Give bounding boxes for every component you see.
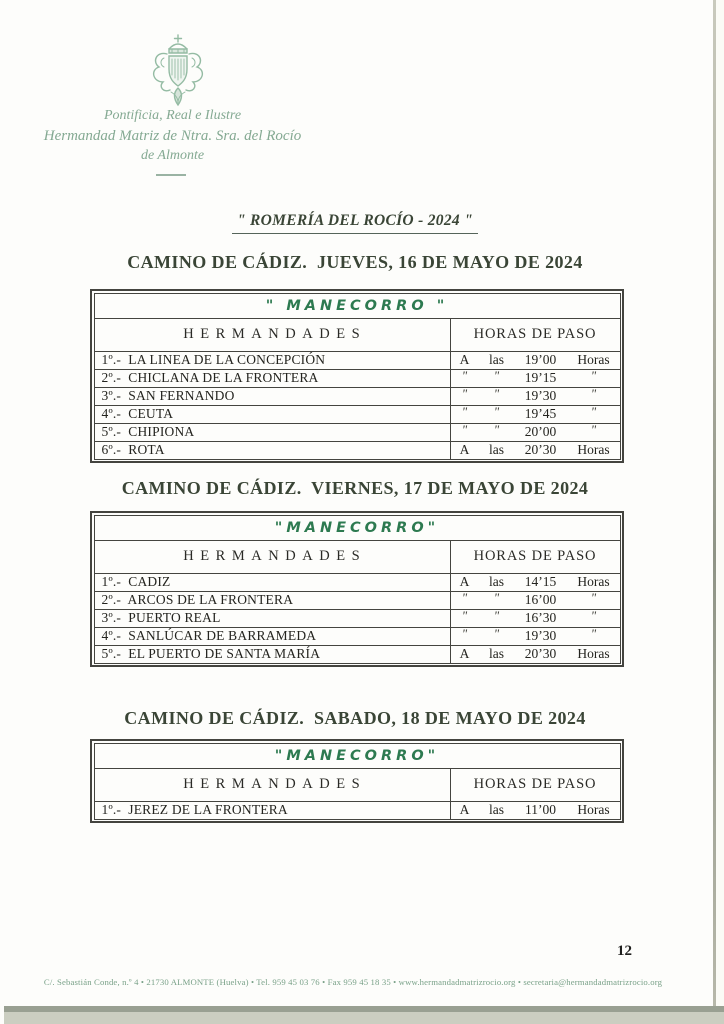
scan-right-margin xyxy=(716,0,724,1010)
table-title-manecorro: " MANECORRO " xyxy=(94,293,620,318)
pass-word-a: " xyxy=(461,609,468,623)
document-title: " ROMERÍA DEL ROCÍO - 2024 " xyxy=(232,212,478,234)
hermandad-name: 3º.- SAN FERNANDO xyxy=(94,387,450,405)
pass-word-horas: Horas xyxy=(577,574,610,589)
table-row xyxy=(94,573,620,591)
hermandad-name: 3º.- PUERTO REAL xyxy=(94,609,450,627)
pass-time-value: 20’30 xyxy=(524,646,557,661)
schedule-table-grid xyxy=(94,515,621,664)
pass-time xyxy=(450,369,620,387)
pass-time-value: 19’15 xyxy=(524,370,557,385)
section-heading: CAMINO DE CÁDIZ. SABADO, 18 DE MAYO DE 2024 xyxy=(124,708,586,728)
pass-time-value: 20’30 xyxy=(524,442,557,457)
schedule-table-grid xyxy=(94,293,621,460)
pass-word-horas: Horas xyxy=(577,802,610,817)
pass-time xyxy=(450,405,620,423)
table-row xyxy=(94,369,620,387)
pass-word-horas: " xyxy=(590,387,597,401)
column-header-hermandades: HERMANDADES xyxy=(94,768,450,801)
pass-word-a: " xyxy=(461,627,468,641)
pass-time xyxy=(450,423,620,441)
pass-word-horas: " xyxy=(590,609,597,623)
pass-word-las: " xyxy=(493,387,500,401)
pass-time xyxy=(450,591,620,609)
pass-word-a: " xyxy=(461,591,468,605)
column-header-horas-de-paso: HORAS DE PASO xyxy=(450,768,620,801)
table-title-row xyxy=(94,293,620,318)
table-row xyxy=(94,387,620,405)
pass-time-value: 19’30 xyxy=(524,388,557,403)
letterhead-line-2: Hermandad Matriz de Ntra. Sra. del Rocío xyxy=(43,128,302,144)
pass-word-horas: " xyxy=(590,591,597,605)
hermandad-name: 4º.- SANLÚCAR DE BARRAMEDA xyxy=(94,627,450,645)
document-title-wrap xyxy=(0,212,710,234)
pass-word-las: las xyxy=(489,352,504,367)
column-header-row xyxy=(94,768,620,801)
pass-time xyxy=(450,387,620,405)
column-header-row xyxy=(94,540,620,573)
pass-word-a: " xyxy=(461,423,468,437)
pass-word-a: A xyxy=(459,802,470,817)
section-heading: CAMINO DE CÁDIZ. VIERNES, 17 DE MAYO DE 2024 xyxy=(121,478,589,498)
table-row xyxy=(94,645,620,663)
pass-word-las: " xyxy=(493,369,500,383)
pass-word-las: " xyxy=(493,627,500,641)
pass-word-horas: Horas xyxy=(577,442,610,457)
table-title-row xyxy=(94,743,620,768)
scan-bottom-band xyxy=(4,1012,724,1024)
pass-word-a: " xyxy=(461,405,468,419)
table-row xyxy=(94,423,620,441)
hermandad-name: 5º.- CHIPIONA xyxy=(94,423,450,441)
pass-time xyxy=(450,441,620,459)
column-header-horas-de-paso: HORAS DE PASO xyxy=(450,318,620,351)
footer-contact-line: C/. Sebastián Conde, n.º 4 • 21730 ALMONTE (Huelva) • Tel. 959 45 03 76 • Fax 959 45 18 35 • www.hermandadmatrizrocio.org • secretaria@hermandadmatrizrocio.org xyxy=(43,977,663,987)
column-header-horas-de-paso: HORAS DE PASO xyxy=(450,540,620,573)
table-row xyxy=(94,441,620,459)
pass-word-a: " xyxy=(461,387,468,401)
letterhead-line-1: Pontificia, Real e Ilustre xyxy=(103,108,242,123)
column-header-hermandades: HERMANDADES xyxy=(94,540,450,573)
table-row xyxy=(94,351,620,369)
column-header-hermandades: HERMANDADES xyxy=(94,318,450,351)
pass-time xyxy=(450,351,620,369)
pass-word-las: " xyxy=(493,405,500,419)
table-row xyxy=(94,801,620,819)
hermandad-name: 1º.- JEREZ DE LA FRONTERA xyxy=(94,801,450,819)
hermandad-name: 5º.- EL PUERTO DE SANTA MARÍA xyxy=(94,645,450,663)
letterhead-line-3: de Almonte xyxy=(140,148,205,163)
pass-time xyxy=(450,609,620,627)
letterhead-text xyxy=(5,106,340,166)
pass-word-las: " xyxy=(493,423,500,437)
pass-time-value: 11’00 xyxy=(525,802,556,817)
hermandad-name: 1º.- CADIZ xyxy=(94,573,450,591)
pass-word-a: A xyxy=(459,352,470,367)
table-title-row xyxy=(94,515,620,540)
section-heading: CAMINO DE CÁDIZ. JUEVES, 16 DE MAYO DE 2024 xyxy=(127,252,583,272)
schedule-table xyxy=(90,739,624,823)
hermandad-crest-emblem xyxy=(148,32,208,110)
hermandad-name: 6º.- ROTA xyxy=(94,441,450,459)
table-row xyxy=(94,405,620,423)
page-number: 12 xyxy=(617,943,632,959)
pass-time xyxy=(450,573,620,591)
pass-word-las: las xyxy=(489,574,504,589)
pass-word-horas: Horas xyxy=(577,352,610,367)
pass-word-horas: Horas xyxy=(577,646,610,661)
pass-word-horas: " xyxy=(590,405,597,419)
pass-time-value: 19’45 xyxy=(524,406,557,421)
column-header-row xyxy=(94,318,620,351)
pass-time xyxy=(450,645,620,663)
hermandad-name: 2º.- ARCOS DE LA FRONTERA xyxy=(94,591,450,609)
table-row xyxy=(94,627,620,645)
pass-word-las: las xyxy=(489,646,504,661)
pass-word-horas: " xyxy=(590,627,597,641)
pass-time-value: 14’15 xyxy=(524,574,557,589)
table-title-manecorro: "MANECORRO" xyxy=(94,515,620,540)
scan-page-edge-right xyxy=(713,0,716,1010)
pass-time-value: 16’30 xyxy=(524,610,557,625)
pass-time-value: 19’30 xyxy=(524,628,557,643)
pass-time xyxy=(450,801,620,819)
pass-word-a: A xyxy=(459,442,470,457)
pass-word-las: las xyxy=(489,802,504,817)
pass-word-a: A xyxy=(459,646,470,661)
schedule-table xyxy=(90,289,624,463)
pass-time xyxy=(450,627,620,645)
pass-word-horas: " xyxy=(590,423,597,437)
pass-word-a: A xyxy=(459,574,470,589)
schedule-table-grid xyxy=(94,743,621,820)
hermandad-name: 4º.- CEUTA xyxy=(94,405,450,423)
pass-time-value: 20’00 xyxy=(524,424,557,439)
hermandad-name: 1º.- LA LINEA DE LA CONCEPCIÓN xyxy=(94,351,450,369)
pass-word-a: " xyxy=(461,369,468,383)
pass-time-value: 19’00 xyxy=(524,352,557,367)
table-row xyxy=(94,591,620,609)
letterhead-divider xyxy=(156,174,186,176)
pass-time-value: 16’00 xyxy=(524,592,557,607)
pass-word-las: " xyxy=(493,609,500,623)
hermandad-name: 2º.- CHICLANA DE LA FRONTERA xyxy=(94,369,450,387)
pass-word-horas: " xyxy=(590,369,597,383)
table-row xyxy=(94,609,620,627)
pass-word-las: " xyxy=(493,591,500,605)
table-title-manecorro: "MANECORRO" xyxy=(94,743,620,768)
pass-word-las: las xyxy=(489,442,504,457)
schedule-table xyxy=(90,511,624,667)
